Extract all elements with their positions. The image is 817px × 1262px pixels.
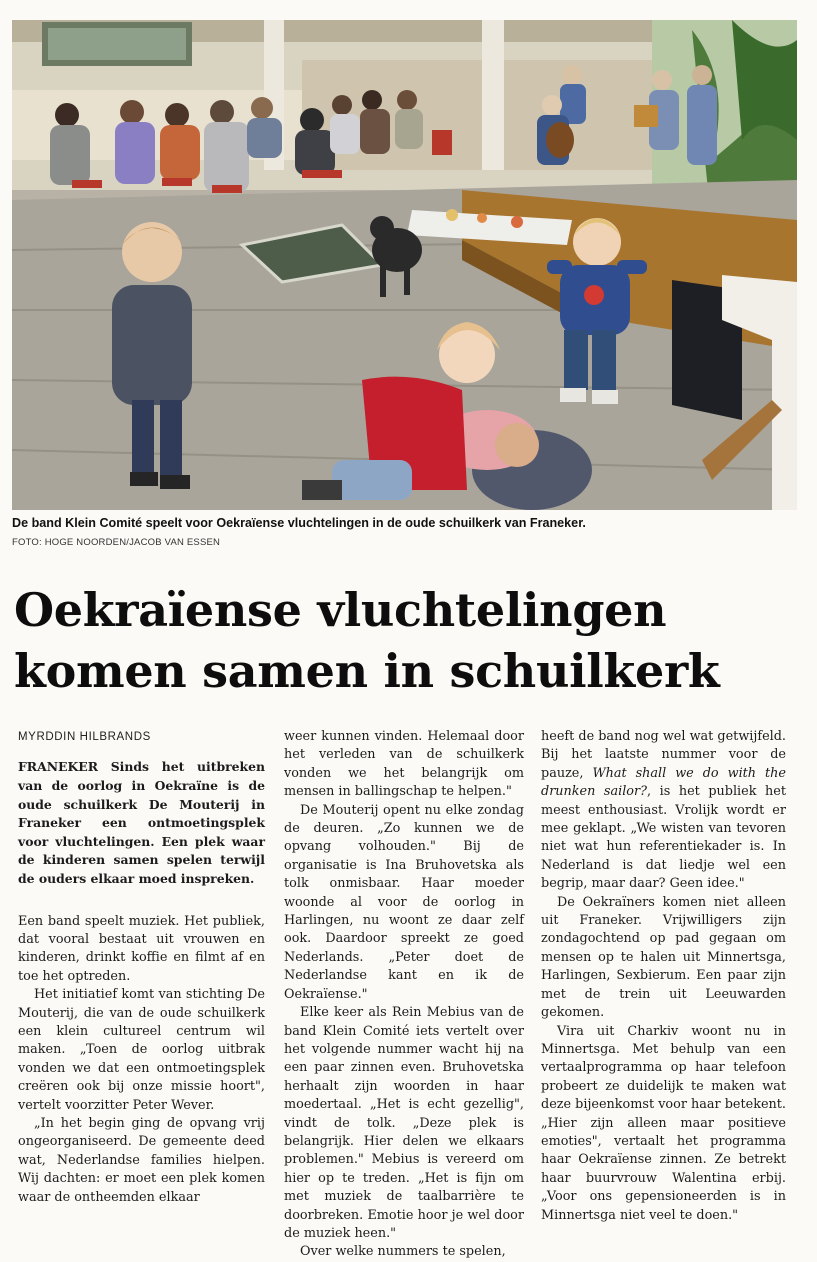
article-column-1 — [18, 728, 265, 1207]
photo-caption: De band Klein Comité speelt voor Oekraïense vluchtelingen in de oude schuilkerk van Franeker. — [12, 516, 586, 530]
article-column-2 — [284, 728, 524, 1262]
body-paragraph — [541, 728, 786, 894]
body-text: heeft de band nog wel wat getwijfeld. Bij het laatste nummer voor de pauze, — [541, 729, 786, 781]
body-paragraph: „In het begin ging de opvang vrij ongeorganiseerd. De gemeente deed wat, Nederlandse families hielpen. Wij dachten: er moet een plek komen waar de ontheemden elkaar — [18, 1116, 265, 1205]
byline: MYRDDIN HILBRANDS — [18, 731, 151, 743]
body-paragraph: Elke keer als Rein Mebius van de band Klein Comité iets vertelt over het volgende nummer wacht hij na een paar zinnen even. Bruhovetska herhaalt zijn woorden in haar moedertaal. „Het is echt gezellig", vindt de tolk. „Deze plek is belangrijk. Hier delen we elkaars problemen." Mebius is vereerd om hier op te treden. „Het is fijn om met muziek de taalbarrière te doorbreken. Emotie hoor je wel door de muziek heen." — [284, 1005, 524, 1241]
headline-line-2: komen samen in schuilkerk — [14, 644, 720, 698]
body-paragraph: Het initiatief komt van stichting De Mouterij, die van de oude schuilkerk een klein cultureel centrum wil maken. „Toen de oorlog uitbrak vonden we dat een ontmoetingsplek creëren ook bij onze missie hoort", vertelt voorzitter Peter Wever. — [18, 987, 265, 1113]
article-headline — [14, 580, 804, 702]
body-paragraph: De Mouterij opent nu elke zondag de deuren. „Zo kunnen we de opvang volhouden." Bij de organisatie is Ina Bruhovetska als tolk onmisbaar. Haar moeder woonde al voor de oorlog in Harlingen, nu woont ze daar zelf ook. Daardoor spreekt ze goed Nederlands. „Peter doet de Nederlandse kant en ik de Oekraïense." — [284, 802, 524, 1002]
concert-scene-illustration — [12, 20, 797, 510]
body-paragraph: Vira uit Charkiv woont nu in Minnertsga. Met behulp van een vertaalprogramma op haar telefoon probeert ze duidelijk te maken wat deze bijeenkomst voor haar betekent. „Hier zijn alleen maar positieve emoties", vertaalt het programma haar Oekraïense zinnen. Ze betrekt haar buurvrouw Walentina erbij. „Voor ons gepensioneerden is in Minnertsga niet veel te doen." — [541, 1023, 786, 1223]
body-paragraph: De Oekraïners komen niet alleen uit Franeker. Vrijwilligers zijn zondagochtend op pad gegaan om mensen op te halen uit Minnertsga, Harlingen, Sexbierum. Een paar zijn met de trein uit Leeuwarden gekomen. — [541, 894, 786, 1021]
body-paragraph: weer kunnen vinden. Helemaal door het verleden van de schuilkerk vonden we het belangrijk om mensen in ballingschap te helpen." — [284, 729, 524, 800]
article-column-3 — [541, 728, 786, 1225]
headline-line-1: Oekraïense vluchtelingen — [14, 583, 667, 637]
body-paragraph: Over welke nummers te spelen, — [300, 1244, 506, 1260]
lead-paragraph — [18, 758, 265, 888]
article-photo — [12, 20, 797, 510]
lead-text: Sinds het uitbreken van de oorlog in Oekraïne is de oude schuilkerk De Mouterij in Franeker een ontmoetingsplek voor vluchtelingen. Een plek waar de kinderen samen spelen terwijl de ouders elkaar moed inspreken. — [18, 759, 265, 886]
body-paragraph: Een band speelt muziek. Het publiek, dat vooral bestaat uit vrouwen en kinderen, drinkt koffie en filmt af en toe het optreden. — [18, 913, 265, 984]
photo-credit: FOTO: HOGE NOORDEN/JACOB VAN ESSEN — [12, 537, 221, 548]
dateline: FRANEKER — [18, 759, 98, 775]
body-text: , is het publiek het meest enthousiast. Vrolijk wordt er mee geklapt. „We wisten van tevoren niet wat hun referentiekader is. In Nederland is dat liedje wel een begrip, maar daar? Geen idee." — [541, 784, 786, 892]
song-title: What shall we do with the drunken sailor? — [541, 765, 786, 800]
